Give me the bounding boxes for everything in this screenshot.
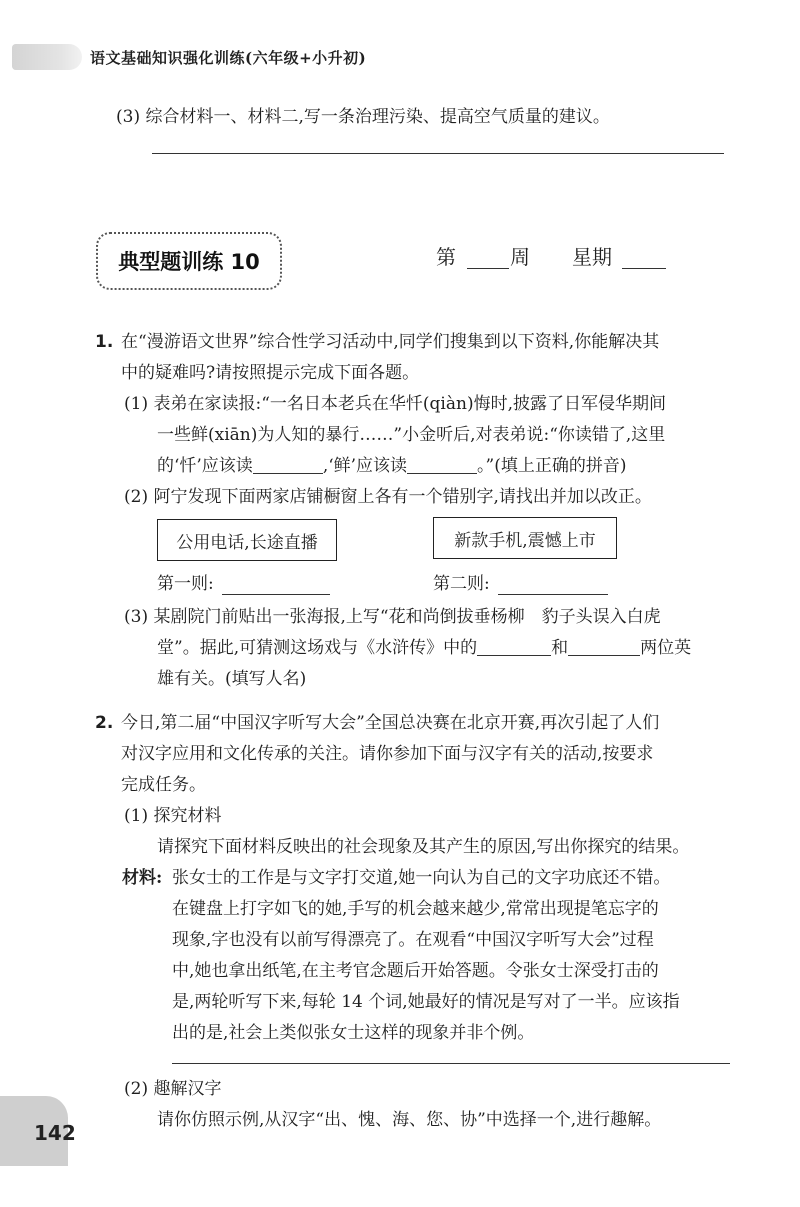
answer-line[interactable] bbox=[172, 1063, 730, 1064]
q2-p1-title: (1) 探究材料 bbox=[124, 806, 222, 826]
section-title-badge bbox=[96, 232, 282, 290]
q2-p1-instruction: 请探究下面材料反映出的社会现象及其产生的原因,写出你探究的结果。 bbox=[157, 837, 690, 857]
q1-p3-line3: 雄有关。(填写人名) bbox=[157, 669, 307, 689]
shop-sign-2: 新款手机,震憾上市 bbox=[433, 517, 617, 559]
q2-line2: 对汉字应用和文化传承的关注。请你参加下面与汉字有关的活动,按要求 bbox=[121, 744, 654, 764]
week-number-blank bbox=[467, 268, 509, 269]
page-number: 142 bbox=[34, 1121, 76, 1145]
q2-number: 2. bbox=[95, 713, 114, 733]
q1-p1-line1: (1) 表弟在家读报:“一名日本老兵在华忏(qiàn)悔时,披露了日军侵华期间 bbox=[124, 394, 666, 414]
q1-number: 1. bbox=[95, 332, 114, 352]
week-prefix: 第 bbox=[436, 245, 456, 269]
material-line: 张女士的工作是与文字打交道,她一向认为自己的文字功底还不错。 bbox=[172, 868, 671, 888]
q2-line3: 完成任务。 bbox=[121, 775, 206, 795]
q2-p2-title: (2) 趣解汉字 bbox=[124, 1079, 222, 1099]
answer-line bbox=[152, 153, 724, 154]
q1-p3-line1: (3) 某剧院门前贴出一张海报,上写“花和尚倒拔垂杨柳 豹子头误入白虎 bbox=[124, 607, 661, 627]
pinyin-blank-2[interactable] bbox=[407, 455, 477, 474]
q1-line1: 在“漫游语文世界”综合性学习活动中,同学们搜集到以下资料,你能解决其 bbox=[121, 332, 660, 352]
answer-label-2: 第二则: bbox=[433, 574, 490, 594]
q2-line1: 今日,第二届“中国汉字听写大会”全国总决赛在北京开赛,再次引起了人们 bbox=[121, 713, 660, 733]
section-title: 典型题训练 10 bbox=[118, 250, 260, 274]
q1-p1-line2: 一些鲜(xiān)为人知的暴行……”小金听后,对表弟说:“你读错了,这里 bbox=[157, 425, 666, 445]
book-title: 语文基础知识强化训练(六年级+小升初) bbox=[90, 49, 367, 67]
answer-blank-2[interactable] bbox=[498, 594, 608, 595]
material-line: 现象,字也没有以前写得漂亮了。在观看“中国汉字听写大会”过程 bbox=[172, 930, 654, 950]
q2-p2-instruction: 请你仿照示例,从汉字“出、愧、海、您、协”中选择一个,进行趣解。 bbox=[157, 1110, 662, 1130]
pinyin-blank-1[interactable] bbox=[253, 455, 323, 474]
material-line: 是,两轮听写下来,每轮 14 个词,她最好的情况是写对了一半。应该指 bbox=[172, 992, 680, 1012]
q1-p2-line1: (2) 阿宁发现下面两家店铺橱窗上各有一个错别字,请找出并加以改正。 bbox=[124, 487, 652, 507]
material-label: 材料: bbox=[122, 868, 163, 888]
q1-line2: 中的疑难吗?请按照提示完成下面各题。 bbox=[121, 363, 420, 383]
material-line: 在键盘上打字如飞的她,手写的机会越来越少,常常出现提笔忘字的 bbox=[172, 899, 659, 919]
q1-p1-line3-a: 的‘忏’应该读 bbox=[157, 456, 253, 476]
q1-p3-line2-a: 堂”。据此,可猜测这场戏与《水浒传》中的 bbox=[157, 638, 478, 658]
q1-p1-line3-b: ,‘鲜’应该读 bbox=[322, 456, 408, 476]
hero-blank-2[interactable] bbox=[568, 637, 640, 656]
weekday-label: 星期 bbox=[572, 245, 612, 269]
answer-label-1: 第一则: bbox=[157, 574, 214, 594]
q1-p1-line3 bbox=[157, 455, 627, 477]
material-line: 出的是,社会上类似张女士这样的现象并非个例。 bbox=[172, 1023, 535, 1043]
answer-blank-1[interactable] bbox=[222, 594, 330, 595]
q1-p1-line3-c: 。”(填上正确的拼音) bbox=[477, 456, 627, 476]
shop-sign-1: 公用电话,长途直播 bbox=[157, 519, 337, 561]
week-unit: 周 bbox=[510, 245, 530, 269]
material-line: 中,她也拿出纸笔,在主考官念题后开始答题。令张女士深受打击的 bbox=[172, 961, 659, 981]
weekday-blank bbox=[622, 268, 666, 269]
prev-question-text: (3) 综合材料一、材料二,写一条治理污染、提高空气质量的建议。 bbox=[116, 107, 610, 127]
header-tab bbox=[12, 44, 82, 70]
q1-p3-line2-c: 两位英 bbox=[640, 638, 692, 658]
hero-blank-1[interactable] bbox=[477, 637, 551, 656]
q1-p3-line2-b: 和 bbox=[551, 638, 569, 658]
q1-p3-line2 bbox=[157, 637, 691, 659]
